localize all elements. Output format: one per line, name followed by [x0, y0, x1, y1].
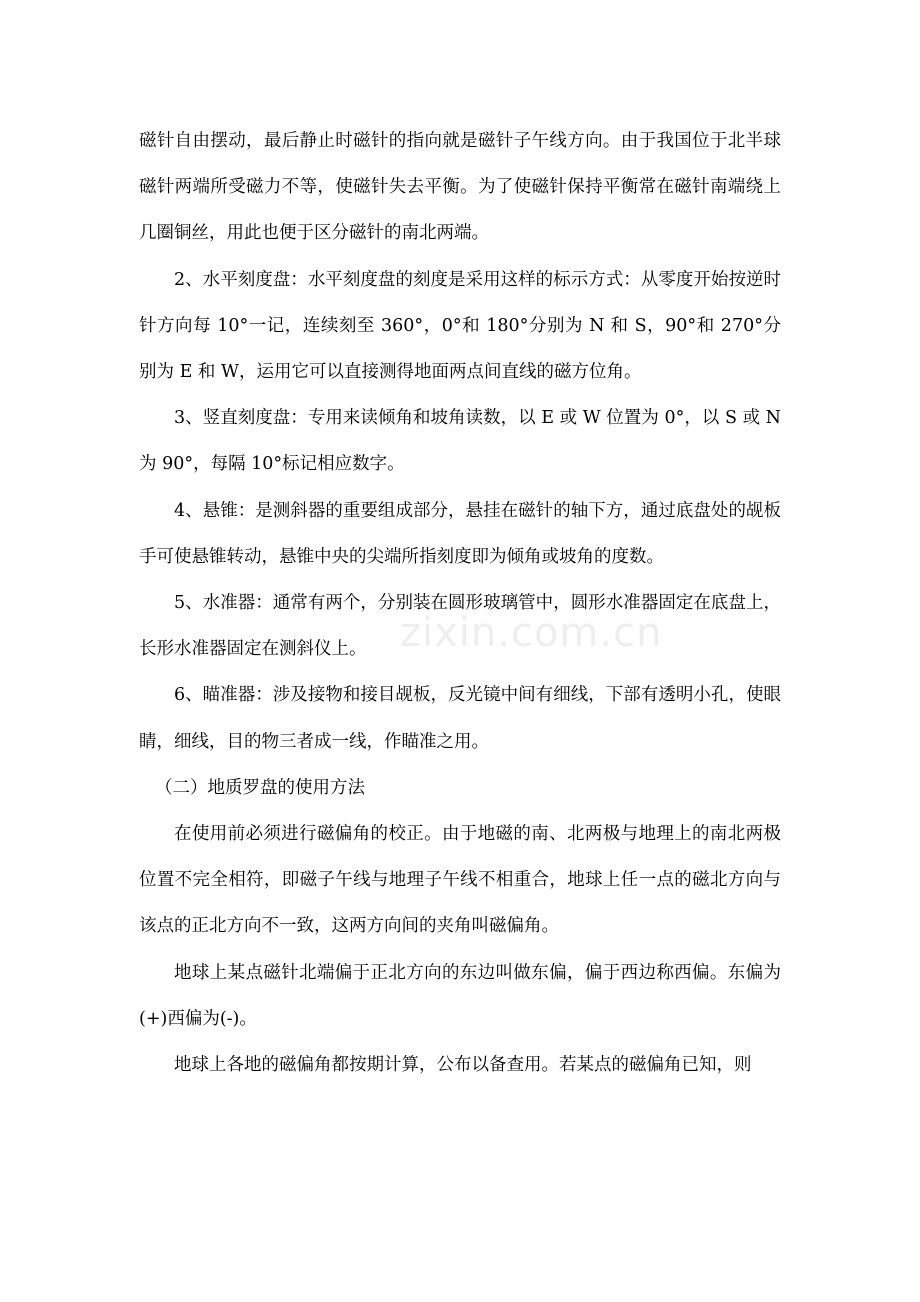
- paragraph-declination-correction: 在使用前必须进行磁偏角的校正。由于地磁的南、北两极与地理上的南北两极位置不完全相符，即磁子午线与地理子午线不相重合，地球上任一点的磁北方向与该点的正北方向不一致，这两方向间的夹角叫磁偏角。: [139, 824, 781, 937]
- paragraph-vertical-dial: 3、竖直刻度盘：专用来读倾角和坡角读数，以 E 或 W 位置为 0°，以 S 或 N 为 90°，每隔 10°标记相应数字。: [139, 408, 781, 475]
- paragraph-east-west-deviation: 地球上某点磁针北端偏于正北方向的东边叫做东偏，偏于西边称西偏。东偏为(+)西偏为(-)。: [139, 962, 781, 1029]
- section-heading-usage: （二）地质罗盘的使用方法: [155, 777, 365, 798]
- paragraph-magnetic-needle: 磁针自由摆动，最后静止时磁针的指向就是磁针子午线方向。由于我国位于北半球磁针两端所受磁力不等，使磁针失去平衡。为了使磁针保持平衡常在磁针南端绕上几圈铜丝，用此也便于区分磁针的南北两端。: [139, 131, 781, 244]
- paragraph-level: 5、水准器：通常有两个，分别装在圆形玻璃管中，圆形水准器固定在底盘上，长形水准器固定在测斜仪上。: [139, 593, 781, 660]
- paragraph-declination-published: 地球上各地的磁偏角都按期计算，公布以备查用。若某点的磁偏角已知，则: [174, 1055, 752, 1076]
- paragraph-pendulum: 4、悬锥：是测斜器的重要组成部分，悬挂在磁针的轴下方，通过底盘处的觇板手可使悬锥转动，悬锥中央的尖端所指刻度即为倾角或坡角的度数。: [139, 500, 781, 567]
- paragraph-sight: 6、瞄准器：涉及接物和接目觇板，反光镜中间有细线，下部有透明小孔，使眼睛，细线，目的物三者成一线，作瞄准之用。: [139, 685, 781, 752]
- document-body: [139, 118, 781, 1088]
- paragraph-horizontal-dial: 2、水平刻度盘：水平刻度盘的刻度是采用这样的标示方式：从零度开始按逆时针方向每 10°一记，连续刻至 360°，0°和 180°分别为 N 和 S，90°和 270°分别为 E 和 W，运用它可以直接测得地面两点间直线的磁方位角。: [139, 269, 781, 383]
- watermark-text: zixin.com.cn: [400, 610, 663, 656]
